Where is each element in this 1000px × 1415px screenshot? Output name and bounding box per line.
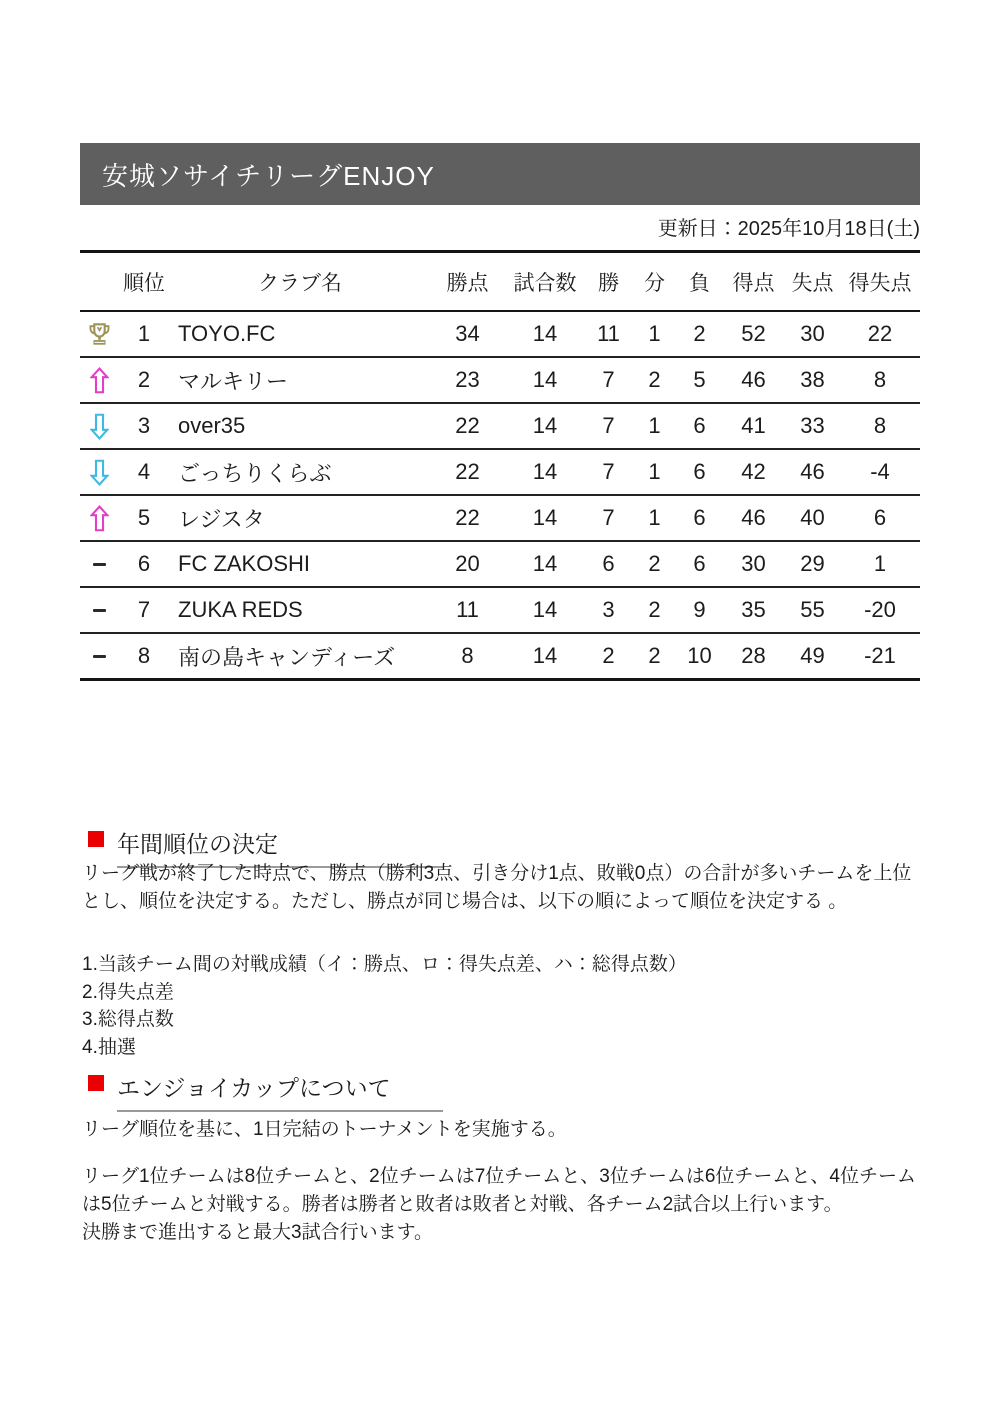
points-cell: 22 — [455, 459, 480, 484]
col-goals-for: 得点 — [732, 271, 775, 295]
club-cell: 南の島キャンディーズ — [178, 644, 396, 670]
drawn-cell: 2 — [648, 551, 661, 576]
goals-against-cell: 30 — [800, 321, 825, 346]
goals-for-cell: 35 — [741, 597, 766, 622]
lost-cell: 6 — [693, 413, 706, 438]
drawn-cell: 1 — [648, 505, 661, 530]
col-lost: 負 — [689, 271, 710, 295]
points-cell: 22 — [455, 505, 480, 530]
won-cell: 6 — [602, 551, 615, 576]
list-item: 3.総得点数 — [82, 1009, 174, 1030]
up-arrow-icon — [80, 358, 118, 402]
points-cell: 22 — [455, 413, 480, 438]
goals-for-cell: 28 — [741, 643, 766, 668]
club-cell: TOYO.FC — [178, 321, 276, 346]
enjoy-cup-body-text-1: リーグ1位チームは8位チームと、2位チームは7位チームと、3位チームは6位チームと、4位チームは5位チームと対戦する。勝者は勝者と敗者は敗者と対戦、各チーム2試合以上行います。 — [82, 1166, 916, 1215]
page-title: 安城ソサイチリーグENJOY — [102, 160, 435, 191]
lost-cell: 6 — [693, 505, 706, 530]
drawn-cell: 1 — [648, 413, 661, 438]
goals-against-cell: 33 — [800, 413, 825, 438]
goal-diff-cell: 22 — [867, 321, 893, 346]
played-cell: 14 — [532, 321, 558, 346]
table-row — [80, 634, 920, 681]
won-cell: 2 — [602, 643, 615, 668]
club-cell: over35 — [178, 413, 246, 438]
won-cell: 3 — [602, 597, 615, 622]
lost-cell: 9 — [693, 597, 706, 622]
played-cell: 14 — [532, 643, 558, 668]
trophy-icon — [80, 312, 118, 356]
club-cell: ごっちりくらぶ — [178, 460, 332, 486]
points-cell: 23 — [455, 367, 480, 392]
played-cell: 14 — [532, 413, 558, 438]
points-cell: 20 — [455, 551, 480, 576]
played-cell: 14 — [532, 367, 558, 392]
goals-for-cell: 42 — [741, 459, 766, 484]
table-row — [80, 358, 920, 404]
rank-cell: 4 — [137, 459, 151, 484]
goals-against-cell: 55 — [800, 597, 825, 622]
down-arrow-icon — [80, 404, 118, 448]
table-row — [80, 588, 920, 634]
table-row — [80, 496, 920, 542]
rank-cell: 2 — [137, 367, 151, 392]
goals-for-cell: 30 — [741, 551, 766, 576]
club-cell: ZUKA REDS — [178, 597, 303, 622]
col-club: クラブ名 — [258, 271, 342, 295]
goals-against-cell: 40 — [800, 505, 825, 530]
updated-date: 更新日：2025年10月18日(土) — [657, 218, 920, 240]
section-enjoy-cup-heading — [88, 1070, 443, 1112]
goals-for-cell: 46 — [741, 505, 766, 530]
goal-diff-cell: 8 — [873, 367, 887, 392]
goal-diff-cell: -20 — [864, 597, 896, 622]
section-heading-text: 年間順位の決定 — [117, 826, 443, 868]
goal-diff-cell: -4 — [870, 459, 890, 484]
goals-against-cell: 29 — [800, 551, 825, 576]
col-rank: 順位 — [123, 271, 165, 295]
points-cell: 8 — [461, 643, 474, 668]
goal-diff-cell: -21 — [864, 643, 896, 668]
rank-cell: 5 — [137, 505, 151, 530]
won-cell: 11 — [597, 321, 620, 346]
table-row — [80, 542, 920, 588]
goal-diff-cell: 8 — [873, 413, 887, 438]
dash-icon — [80, 634, 118, 678]
goals-for-cell: 46 — [741, 367, 766, 392]
lost-cell: 6 — [693, 459, 706, 484]
table-row — [80, 450, 920, 496]
enjoy-cup-body — [82, 1163, 928, 1247]
goal-diff-cell: 1 — [873, 551, 887, 576]
lost-cell: 2 — [693, 321, 706, 346]
won-cell: 7 — [602, 413, 615, 438]
col-drawn: 分 — [644, 271, 665, 295]
enjoy-cup-body-text-2: 決勝まで進出すると最大3試合行います。 — [82, 1222, 434, 1243]
section-heading-text: エンジョイカップについて — [117, 1070, 443, 1112]
title-bar — [80, 143, 920, 205]
up-arrow-icon — [80, 496, 118, 540]
list-item: 2.得失点差 — [82, 981, 174, 1003]
club-cell: レジスタ — [178, 506, 265, 532]
drawn-cell: 2 — [648, 643, 661, 668]
list-item: 4.抽選 — [82, 1036, 136, 1058]
lost-cell: 6 — [693, 551, 706, 576]
dash-icon — [80, 542, 118, 586]
won-cell: 7 — [602, 367, 615, 392]
list-item: 1.当該チーム間の対戦成績（イ：勝点、ロ：得失点差、ハ：総得点数） — [82, 954, 687, 975]
standings-table — [80, 250, 920, 681]
club-cell: マルキリー — [178, 368, 289, 394]
table-row — [80, 312, 920, 358]
goals-against-cell: 49 — [800, 643, 825, 668]
lost-cell: 10 — [687, 643, 712, 668]
played-cell: 14 — [532, 505, 558, 530]
club-cell: FC ZAKOSHI — [178, 551, 311, 576]
drawn-cell: 1 — [648, 459, 661, 484]
standings-header-row — [80, 253, 920, 312]
ranking-body-text: リーグ戦が終了した時点で、勝点（勝利3点、引き分け1点、敗戦0点）の合計が多いチームを上位とし、順位を決定する。ただし、勝点が同じ場合は、以下の順によって順位を決定する 。 — [82, 863, 912, 912]
red-square-bullet-icon — [88, 1075, 104, 1091]
drawn-cell: 1 — [648, 321, 661, 346]
col-played: 試合数 — [513, 271, 577, 295]
col-goal-diff: 得失点 — [848, 271, 912, 295]
col-won: 勝 — [598, 271, 619, 295]
goals-for-cell: 41 — [741, 413, 766, 438]
goals-for-cell: 52 — [741, 321, 766, 346]
ranking-rule-list — [82, 951, 928, 1061]
points-cell: 34 — [455, 321, 480, 346]
rank-cell: 6 — [137, 551, 151, 576]
lost-cell: 5 — [693, 367, 706, 392]
rank-cell: 7 — [137, 597, 151, 622]
enjoy-cup-intro-text: リーグ順位を基に、1日完結のトーナメントを実施する。 — [82, 1119, 567, 1140]
col-points: 勝点 — [446, 271, 489, 295]
played-cell: 14 — [532, 459, 558, 484]
drawn-cell: 2 — [648, 597, 661, 622]
points-cell: 11 — [456, 597, 479, 622]
played-cell: 14 — [532, 597, 558, 622]
goals-against-cell: 46 — [800, 459, 825, 484]
rank-cell: 8 — [137, 643, 151, 668]
goals-against-cell: 38 — [800, 367, 825, 392]
red-square-bullet-icon — [88, 831, 104, 847]
played-cell: 14 — [532, 551, 558, 576]
dash-icon — [80, 588, 118, 632]
col-goals-against: 失点 — [791, 271, 834, 295]
goal-diff-cell: 6 — [873, 505, 887, 530]
table-row — [80, 404, 920, 450]
won-cell: 7 — [602, 459, 615, 484]
rank-cell: 1 — [137, 321, 151, 346]
down-arrow-icon — [80, 450, 118, 494]
won-cell: 7 — [602, 505, 615, 530]
rank-cell: 3 — [137, 413, 151, 438]
drawn-cell: 2 — [648, 367, 661, 392]
